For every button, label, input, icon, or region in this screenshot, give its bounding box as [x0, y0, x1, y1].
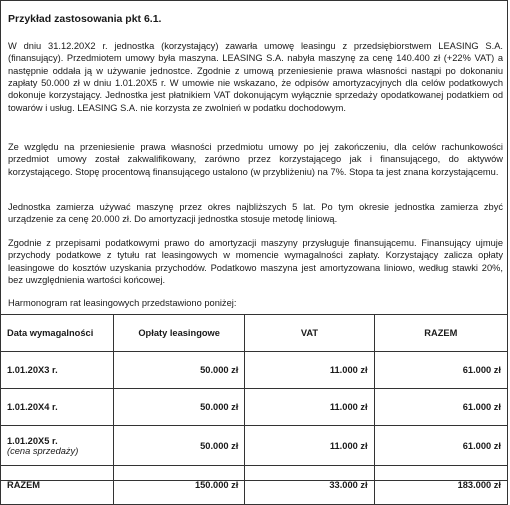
- total-fee: 150.000 zł: [113, 466, 244, 505]
- row-vat: 11.000 zł: [245, 426, 374, 466]
- example-title: Przykład zastosowania pkt 6.1.: [8, 13, 162, 25]
- paragraph-tax-rules: Zgodnie z przepisami podatkowymi prawo do amortyzacji maszyny przysługuje finansującemu. Finansujący ujmuje przychody podatkowe z tytułu rat leasingowych w momencie wymagalności zapłaty. Korzystający zalicza opłaty leasingowe do kosztów uzyskania przychodów. Podatkowo maszyna jest amortyzowana liniowo, według stawki 20%, bez uwzględnienia wartości końcowej.: [8, 238, 503, 286]
- row-vat: 11.000 zł: [245, 389, 374, 426]
- row-date: 1.01.20X5 r.: [7, 435, 58, 446]
- header-due-date: Data wymagalności: [1, 315, 114, 352]
- header-total: RAZEM: [374, 315, 507, 352]
- row-date-cell: [1, 426, 114, 466]
- row-date: 1.01.20X4 r.: [1, 389, 114, 426]
- header-vat: VAT: [245, 315, 374, 352]
- paragraph-schedule-intro: Harmonogram rat leasingowych przedstawiono poniżej:: [8, 298, 237, 308]
- paragraph-usage: Jednostka zamierza używać maszynę przez okres najbliższych 5 lat. Po tym okresie jednostka zamierza zbyć urządzenie za cenę 20.000 zł. Do amortyzacji jednostka stosuje metodę liniową.: [8, 202, 503, 225]
- paragraph-contract: W dniu 31.12.20X2 r. jednostka (korzystający) zawarła umowę leasingu z przedsiębiorstwem LEASING S.A. (finansujący). Przedmiotem umowy była maszyna. LEASING S.A. nabyła maszynę za cenę 140.400 zł (+22% VAT) a następnie oddała ją w używanie jednostce. Zgodnie z umową przeniesienie prawa własności nastąpi po dokonaniu zapłaty 50.000 zł w dniu 1.01.20X5 r. W umowie nie wskazano, że odpisów amortyzacyjnych dla celów podatkowych dokonuje korzystający. Jednostka jest płatnikiem VAT dokonującym wyłącznie sprzedaży opodatkowanej podatkiem od towarów i usług. LEASING S.A. nie korzysta ze zwolnień w podatku dochodowym.: [8, 41, 503, 113]
- row-fee: 50.000 zł: [113, 426, 244, 466]
- row-date: 1.01.20X3 r.: [1, 352, 114, 389]
- row-fee: 50.000 zł: [113, 352, 244, 389]
- row-fee: 50.000 zł: [113, 389, 244, 426]
- row-total: 61.000 zł: [374, 352, 507, 389]
- table-row: [1, 389, 508, 426]
- total-vat: 33.000 zł: [245, 466, 374, 505]
- total-sum: 183.000 zł: [374, 466, 507, 505]
- table-header-row: [1, 315, 508, 352]
- row-total: 61.000 zł: [374, 426, 507, 466]
- row-vat: 11.000 zł: [245, 352, 374, 389]
- leasing-schedule-table: [0, 314, 508, 505]
- paragraph-classification: Ze względu na przeniesienie prawa własności przedmiotu umowy po jej zakończeniu, dla celów rachunkowości przedmiot umowy został zakwalifikowany, zarówno przez korzystającego jak i finansującego, do aktywów korzystającego. Stopę procentową finansującego ustalono (w przybliżeniu) na 7%. Stopa ta jest znana korzystającemu.: [8, 142, 503, 177]
- header-leasing-fees: Opłaty leasingowe: [113, 315, 244, 352]
- table-total-row: [1, 466, 508, 505]
- total-label: RAZEM: [1, 466, 114, 505]
- row-date-note: (cena sprzedaży): [7, 445, 79, 456]
- row-total: 61.000 zł: [374, 389, 507, 426]
- table-row: [1, 426, 508, 466]
- table-row: [1, 352, 508, 389]
